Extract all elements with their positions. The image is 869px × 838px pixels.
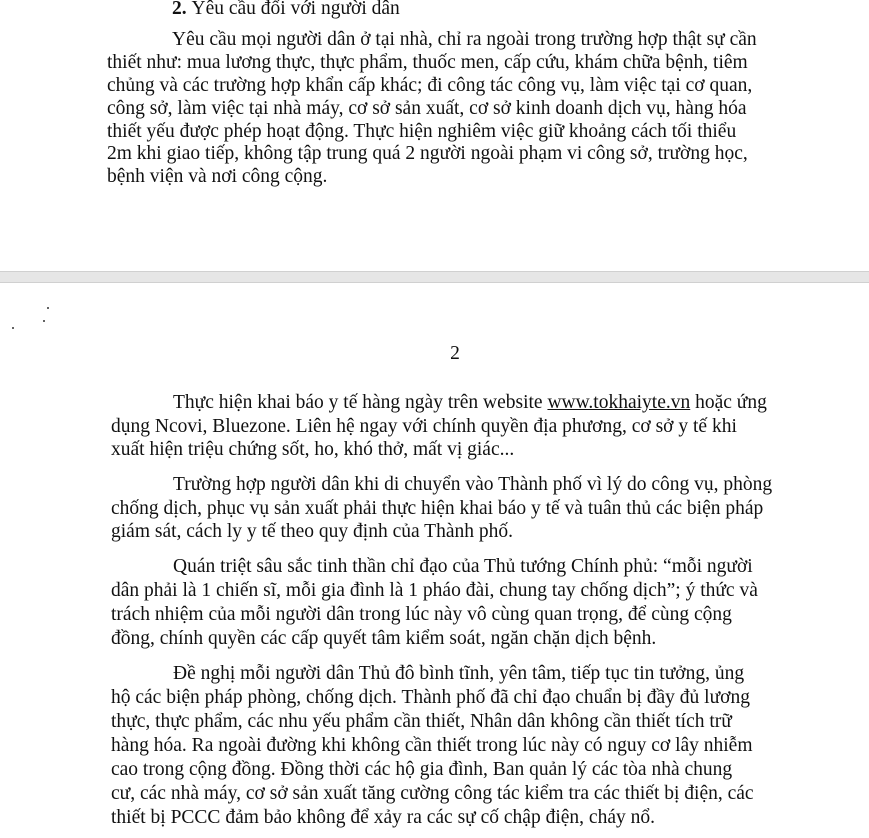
text-line: 2m khi giao tiếp, không tập trung quá 2 người ngoài phạm vi công sở, trường học, (107, 143, 748, 164)
text-segment: hoặc ứng (690, 392, 767, 413)
page-separator (0, 271, 869, 283)
text-line: dân phải là 1 chiến sĩ, mỗi gia đình là 1 pháo đài, chung tay chống dịch”; ý thức và (111, 580, 758, 601)
text-line: thiết yếu được phép hoạt động. Thực hiện nghiêm việc giữ khoảng cách tối thiểu (107, 121, 737, 142)
text-line (173, 391, 767, 414)
text-line: Đề nghị mỗi người dân Thủ đô bình tĩnh, yên tâm, tiếp tục tin tưởng, ủng (173, 663, 745, 684)
text-line: cao trong cộng đồng. Đồng thời các hộ gia đình, Ban quản lý các tòa nhà chung (111, 759, 733, 780)
text-line: Trường hợp người dân khi di chuyển vào Thành phố vì lý do công vụ, phòng (173, 474, 773, 495)
text-line: cư, các nhà máy, cơ sở sản xuất tăng cường công tác kiểm tra các thiết bị điện, các (111, 783, 754, 804)
scan-speck (47, 307, 49, 309)
website-link[interactable]: www.tokhaiyte.vn (547, 392, 691, 413)
text-line: xuất hiện triệu chứng sốt, ho, khó thở, mất vị giác... (111, 439, 515, 460)
text-line: chống dịch, phục vụ sản xuất phải thực hiện khai báo y tế và tuân thủ các biện pháp (111, 498, 764, 519)
text-line: công sở, làm việc tại nhà máy, cơ sở sản xuất, cơ sở kinh doanh dịch vụ, hàng hóa (107, 98, 747, 119)
page-number: 2 (450, 343, 460, 364)
text-line: thực, thực phẩm, các nhu yếu phẩm cần thiết, Nhân dân không cần thiết tích trữ (111, 711, 732, 732)
text-line: Quán triệt sâu sắc tinh thần chỉ đạo của Thủ tướng Chính phủ: “mỗi người (173, 556, 753, 577)
text-line: đồng, chính quyền các cấp quyết tâm kiểm soát, ngăn chặn dịch bệnh. (111, 628, 657, 649)
section-heading-number: 2. (172, 0, 187, 19)
text-line: dụng Ncovi, Bluezone. Liên hệ ngay với chính quyền địa phương, cơ sở y tế khi (111, 416, 737, 437)
text-line: chủng và các trường hợp khẩn cấp khác; đi công tác công vụ, làm việc tại cơ quan, (107, 75, 753, 96)
document-page-1 (0, 0, 869, 271)
scan-speck (12, 327, 14, 329)
text-line: hàng hóa. Ra ngoài đường khi không cần thiết trong lúc này có nguy cơ lây nhiễm (111, 735, 753, 756)
text-line: thiết như: mua lương thực, thực phẩm, thuốc men, cấp cứu, khám chữa bệnh, tiêm (107, 52, 748, 73)
text-line: trách nhiệm của mỗi người dân trong lúc này vô cùng quan trọng, để cùng cộng (111, 604, 732, 625)
text-line: Yêu cầu mọi người dân ở tại nhà, chỉ ra ngoài trong trường hợp thật sự cần (172, 29, 757, 50)
text-line: bệnh viện và nơi công cộng. (107, 166, 328, 187)
text-segment: Thực hiện khai báo y tế hàng ngày trên website (173, 392, 548, 413)
text-line: hộ các biện pháp phòng, chống dịch. Thành phố đã chỉ đạo chuẩn bị đầy đủ lương (111, 687, 750, 708)
text-line: thiết bị PCCC đảm bảo không để xảy ra các sự cố chập điện, cháy nổ. (111, 807, 655, 828)
document-page-2 (0, 283, 869, 838)
text-line: giám sát, cách ly y tế theo quy định của Thành phố. (111, 521, 513, 542)
section-heading-text: Yêu cầu đối với người dân (191, 0, 400, 19)
section-heading (172, 0, 400, 22)
scan-speck (43, 320, 45, 322)
